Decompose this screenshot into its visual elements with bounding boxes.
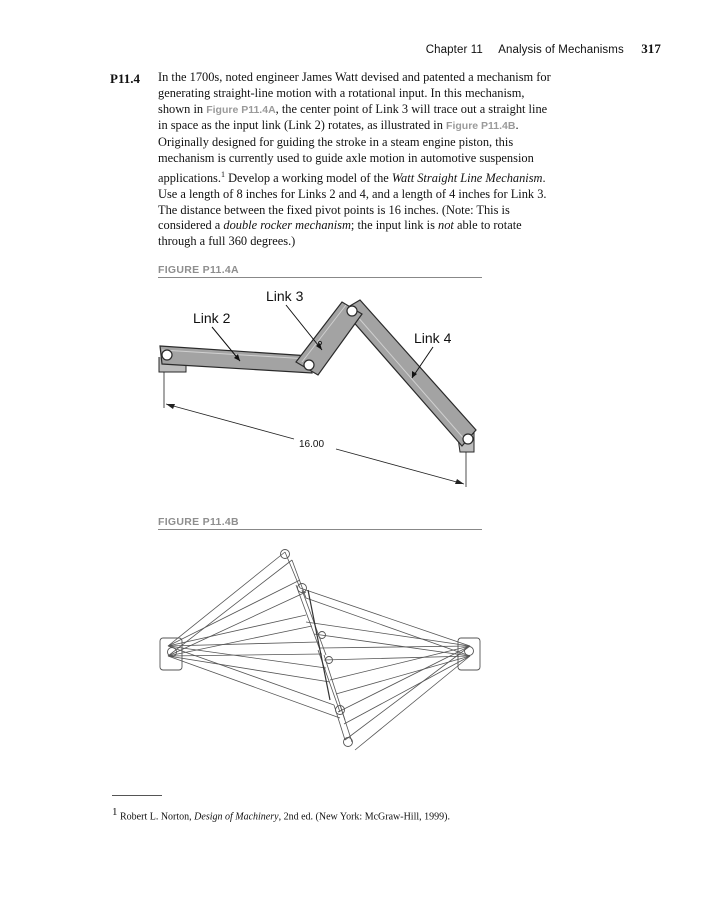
footnote-title: Design of Machinery [194,811,279,823]
problem-text-part: , the center point of Link 3 will trace out a straight line in space as the input link (Link 2) rotates, as illustrated in [158,101,548,133]
dimension-value: 16.00 [299,439,325,450]
leader-link-3 [286,305,322,350]
page-number: 317 [641,41,661,56]
footnote-number: 1 [112,806,118,818]
link-4 [343,300,476,446]
pin-link2-link3-icon [304,360,314,370]
footnote-author: Robert L. Norton, [120,811,195,823]
mechanism-name: Watt Straight Line Mechanism [391,170,543,185]
figure-a-caption: FIGURE P11.4A [158,264,482,278]
footnote [112,806,450,822]
problem-text-part: able to rotate through a full 360 degrees.) [158,218,522,249]
double-rocker-term: double rocker mechanism [223,218,351,233]
problem-text-part: . Use a length of 8 inches for Links 2 and 4, and a length of 4 inches for Link 3. The distance between the fixed pivot points is 16 inches. (Note: This is considered a [158,170,547,233]
label-link-4: Link 4 [414,330,452,346]
chapter-word: Chapter [425,44,468,56]
problem-text-part: Develop a working model of the [224,170,392,185]
pin-link3-link4-icon [347,306,357,316]
not-emphasis: not [438,218,454,233]
label-link-2: Link 2 [193,310,231,326]
problem-label: P11.4 [110,71,140,86]
section-title: Analysis of Mechanisms [498,44,624,56]
pin-right-icon [463,434,473,444]
pin-left-icon [162,350,172,360]
footnote-rule [112,795,162,796]
problem-text-part: In the 1700s, noted engineer James Watt devised and patented a mechanism for generating straight-line motion with a rotational input. In this mechanism, shown in [158,70,551,116]
problem-text-part: ; the input link is [350,218,439,233]
problem-text-part: . Originally designed for guiding the stroke in a steam engine piston, this mechanism is currently used to guide axle motion in automotive suspension applications. [158,118,534,185]
figure-reference-a[interactable]: Figure P11.4A [206,103,276,116]
chapter-number: 11 [470,44,483,56]
figure-reference-b[interactable]: Figure P11.4B [446,120,516,133]
figure-b-caption: FIGURE P11.4B [158,516,482,530]
footnote-marker[interactable]: 1 [220,169,225,179]
label-link-3: Link 3 [266,288,304,304]
footnote-rest: , 2nd ed. (New York: McGraw-Hill, 1999). [278,811,450,823]
